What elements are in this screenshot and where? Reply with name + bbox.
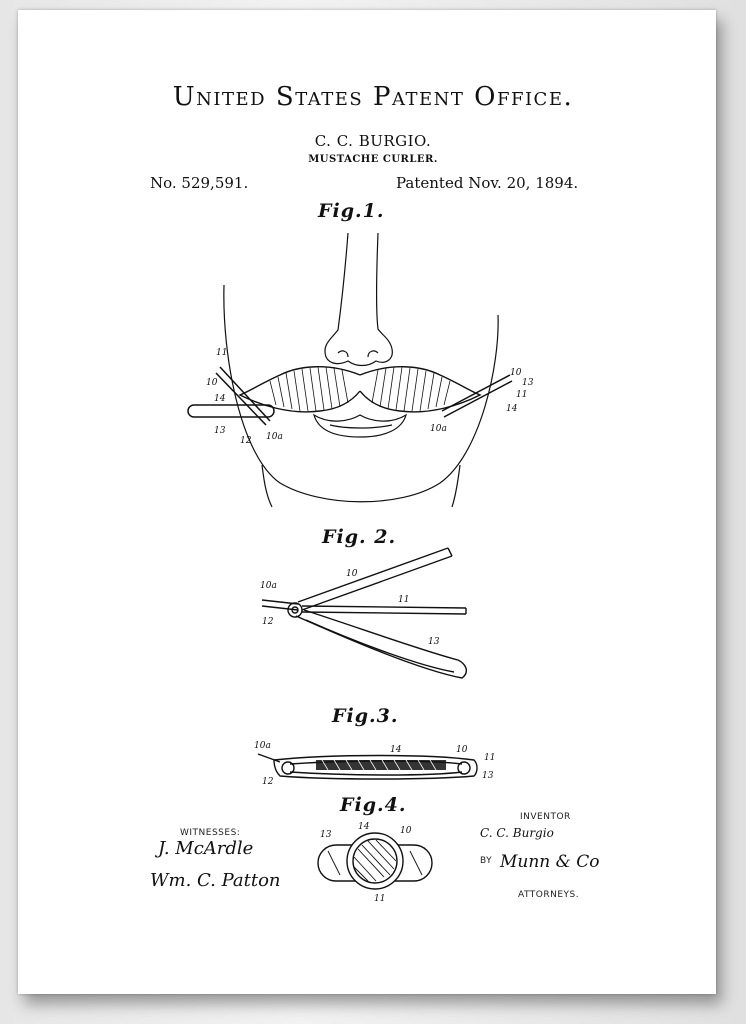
patent-date: Patented Nov. 20, 1894. xyxy=(396,174,579,192)
fig3-label: Fig.3. xyxy=(332,705,399,727)
attorneys-label: ATTORNEYS. xyxy=(518,890,580,900)
ref-13-right: 13 xyxy=(522,378,534,388)
ref-13-fig3: 13 xyxy=(482,771,494,781)
patent-number: No. 529,591. xyxy=(150,174,249,192)
office-title: United States Patent Office. xyxy=(172,82,574,112)
ref-13-fig4: 13 xyxy=(320,830,332,840)
ref-12-left: 12 xyxy=(240,436,252,446)
inventor-signature: C. C. Burgio xyxy=(480,826,554,840)
ref-14-left: 14 xyxy=(214,394,226,404)
fig2-label: Fig. 2. xyxy=(322,526,397,548)
fig4-label: Fig.4. xyxy=(340,794,407,816)
ref-10a-right: 10a xyxy=(430,424,447,434)
fig4-drawing xyxy=(310,815,440,905)
ref-10a-fig3: 10a xyxy=(254,741,271,751)
fig1-label: Fig.1. xyxy=(318,200,385,222)
ref-10a-fig2: 10a xyxy=(260,581,277,591)
attorney-signature: Munn & Co xyxy=(500,852,600,872)
ref-11-fig2: 11 xyxy=(398,595,410,605)
ref-11-left: 11 xyxy=(216,348,228,358)
inventor-name: C. C. BURGIO. xyxy=(314,132,432,150)
ref-10-left: 10 xyxy=(206,378,218,388)
fig3-drawing xyxy=(250,732,500,792)
ref-10-fig2: 10 xyxy=(346,569,358,579)
ref-14-right: 14 xyxy=(506,404,518,414)
ref-13-fig2: 13 xyxy=(428,637,440,647)
ref-14-fig4: 14 xyxy=(358,822,370,832)
fig2-drawing xyxy=(250,540,480,690)
witness-2-signature: Wm. C. Patton xyxy=(150,870,281,891)
by-label: BY xyxy=(480,856,493,866)
witness-1-signature: J. McArdle xyxy=(158,838,254,859)
ref-10a-left: 10a xyxy=(266,432,283,442)
inventor-label: INVENTOR xyxy=(520,812,571,822)
ref-12-fig2: 12 xyxy=(262,617,274,627)
witnesses-label: WITNESSES: xyxy=(180,828,241,838)
ref-10-fig3: 10 xyxy=(456,745,468,755)
ref-11-fig4: 11 xyxy=(374,894,386,904)
ref-13-left: 13 xyxy=(214,426,226,436)
invention-title: MUSTACHE CURLER. xyxy=(308,154,438,165)
ref-12-fig3: 12 xyxy=(262,777,274,787)
ref-14-fig3: 14 xyxy=(390,745,402,755)
ref-11-fig3: 11 xyxy=(484,753,496,763)
fig1-drawing xyxy=(180,225,540,515)
ref-11-right: 11 xyxy=(516,390,528,400)
ref-10-fig4: 10 xyxy=(400,826,412,836)
ref-10-right: 10 xyxy=(510,368,522,378)
